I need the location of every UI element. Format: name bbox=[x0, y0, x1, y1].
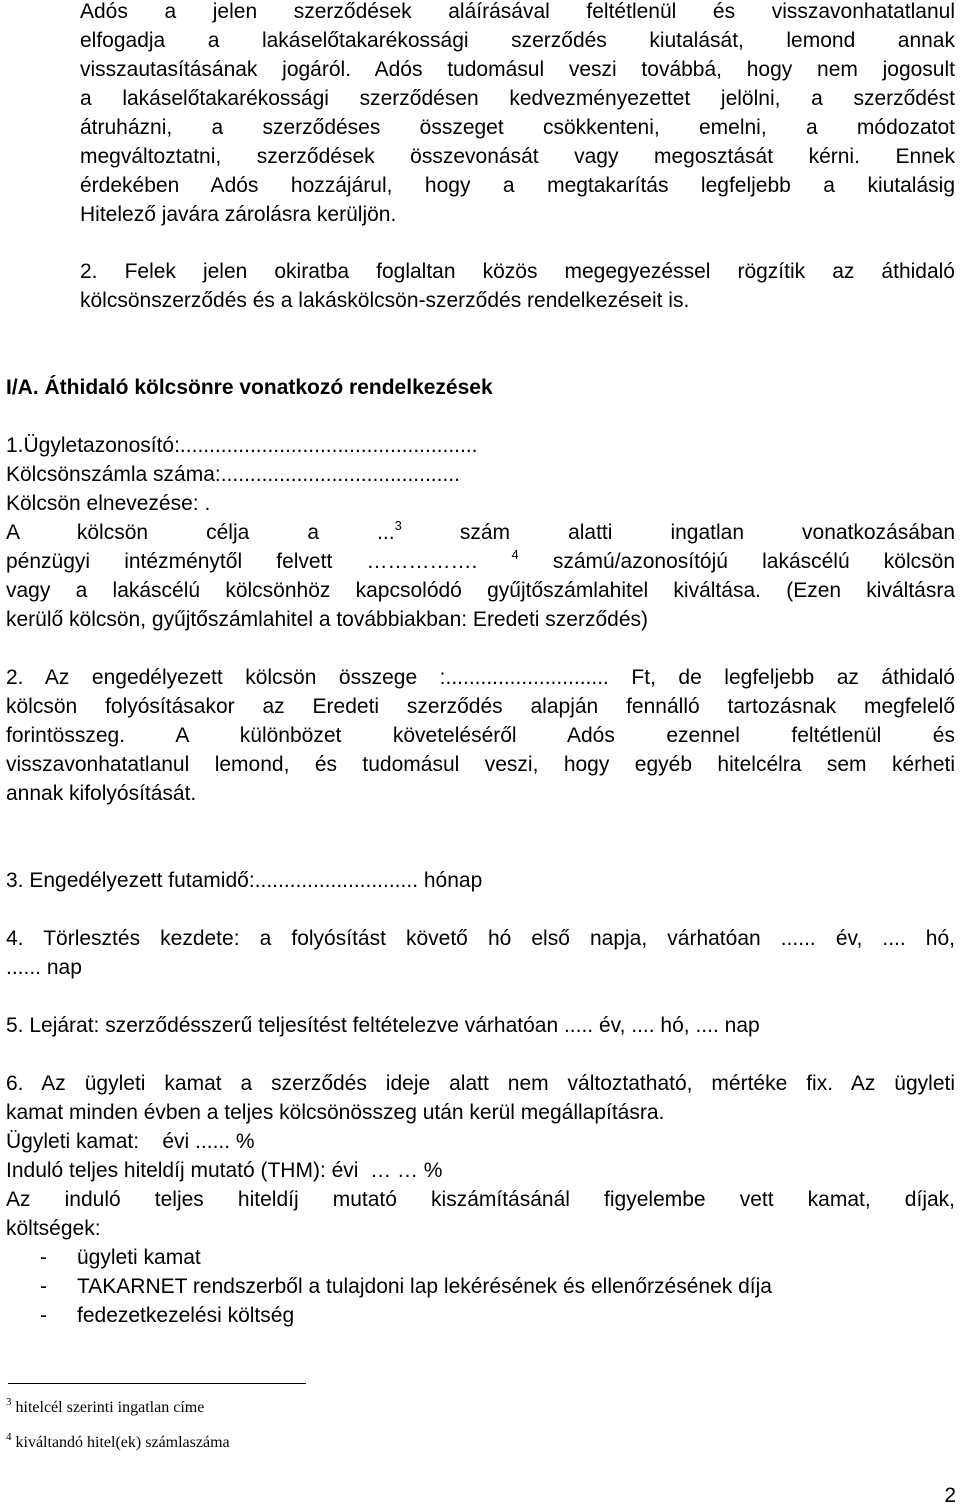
text-span: A kölcsön célja a bbox=[6, 521, 320, 544]
cost-list-item bbox=[6, 1243, 955, 1272]
cost-list-item-label: fedezetkezelési költség bbox=[77, 1304, 295, 1327]
interest-rate-line: Ügyleti kamat: évi ...... % bbox=[6, 1130, 255, 1153]
section-2 bbox=[6, 663, 955, 808]
section-1 bbox=[6, 431, 955, 634]
footnote-separator bbox=[8, 1383, 306, 1384]
text-line: kölcsönszerződés és a lakáskölcsön-szerződés rendelkezéseit is. bbox=[80, 289, 690, 312]
text-span: pénzügyi intézménytől felvett bbox=[6, 550, 333, 573]
text-line: visszavonhatatlanul lemond, és tudomásul veszi, hogy egyéb hitelcélra sem kérheti bbox=[6, 753, 955, 776]
footnote bbox=[6, 1433, 230, 1453]
point-2-paragraph bbox=[80, 257, 955, 315]
footnote bbox=[6, 1398, 204, 1418]
section-heading: I/A. Áthidaló kölcsönre vonatkozó rendelkezések bbox=[6, 376, 493, 399]
text-line: kamat minden évben a teljes kölcsönösszeg után kerül megállapításra. bbox=[6, 1101, 665, 1124]
footnote-number: 3 bbox=[6, 1396, 12, 1408]
loan-purpose-line: kerülő kölcsön, gyűjtőszámlahitel a továbbiakban: Eredeti szerződés) bbox=[6, 608, 649, 631]
text-line: forintösszeg. A különbözet követeléséről Adós ezennel feltétlenül és bbox=[6, 724, 955, 747]
cost-list-item-label: TAKARNET rendszerből a tulajdoni lap lekérésének és ellenőrzésének díja bbox=[77, 1275, 772, 1298]
footnote-ref: 3 bbox=[394, 518, 402, 533]
text-line: költségek: bbox=[6, 1217, 101, 1240]
intro-paragraph bbox=[80, 0, 955, 229]
text-line: megváltoztatni, szerződések összevonását vagy megosztását kérni. Ennek bbox=[80, 145, 955, 168]
bullet-dash: - bbox=[40, 1275, 47, 1298]
loan-purpose-line bbox=[6, 518, 955, 547]
text-line: Hitelező javára zárolásra kerüljön. bbox=[80, 203, 397, 226]
text-line: 6. Az ügyleti kamat a szerződés ideje alatt nem változtatható, mértéke fix. Az ügyleti bbox=[6, 1072, 955, 1095]
text-span: ... bbox=[377, 521, 395, 544]
text-span: ……………. bbox=[366, 550, 512, 573]
text-line: Adós a jelen szerződések aláírásával feltétlenül és visszavonhatatlanul bbox=[80, 0, 955, 23]
section-6 bbox=[6, 1069, 955, 1330]
transaction-id-line: 1.Ügyletazonosító:................................................... bbox=[6, 434, 478, 457]
text-line: Az induló teljes hiteldíj mutató kiszámításánál figyelembe vett kamat, díjak, bbox=[6, 1188, 955, 1211]
text-span: számú/azonosítójú lakáscélú kölcsön bbox=[552, 550, 955, 573]
cost-list-item bbox=[6, 1272, 955, 1301]
page-number: 2 bbox=[944, 1484, 956, 1507]
bullet-dash: - bbox=[40, 1304, 47, 1327]
loan-name-line: Kölcsön elnevezése: . bbox=[6, 492, 211, 515]
section-4 bbox=[6, 924, 955, 982]
text-line: a lakáselőtakarékossági szerződésen kedvezményezettet jelölni, a szerződést bbox=[80, 87, 955, 110]
loan-purpose-line: vagy a lakáscélú kölcsönhöz kapcsolódó gyűjtőszámlahitel kiváltása. (Ezen kiváltásra bbox=[6, 579, 955, 602]
text-line: ...... nap bbox=[6, 956, 82, 979]
section-5: 5. Lejárat: szerződésszerű teljesítést feltételezve várhatóan ..... év, .... hó, .... nap bbox=[6, 1014, 760, 1037]
footnote-ref: 4 bbox=[511, 547, 519, 562]
text-line: visszautasításának jogáról. Adós tudomásul veszi továbbá, hogy nem jogosult bbox=[80, 58, 955, 81]
text-line: elfogadja a lakáselőtakarékossági szerződés kiutalását, lemond annak bbox=[80, 29, 955, 52]
text-line: annak kifolyósítását. bbox=[6, 782, 197, 805]
loan-account-line: Kölcsönszámla száma:......................................... bbox=[6, 463, 460, 486]
text-line: 2. Felek jelen okiratba foglaltan közös megegyezéssel rögzítik az áthidaló bbox=[80, 260, 955, 283]
section-3: 3. Engedélyezett futamidő:............................ hónap bbox=[6, 869, 483, 892]
cost-list-item bbox=[6, 1301, 955, 1330]
text-line: 4. Törlesztés kezdete: a folyósítást követő hó első napja, várhatóan ...... év, .... hó, bbox=[6, 927, 955, 950]
text-span: szám alatti ingatlan vonatkozásában bbox=[459, 521, 955, 544]
footnote-number: 4 bbox=[6, 1431, 12, 1443]
footnote-text: kiváltandó hitel(ek) számlaszáma bbox=[15, 1434, 230, 1451]
text-line: kölcsön folyósításakor az Eredeti szerződés alapján fennálló tartozásnak megfelelő bbox=[6, 695, 955, 718]
cost-list-item-label: ügyleti kamat bbox=[77, 1246, 201, 1269]
text-line: átruházni, a szerződéses összeget csökkenteni, emelni, a módozatot bbox=[80, 116, 955, 139]
footnote-text: hitelcél szerinti ingatlan címe bbox=[15, 1399, 205, 1416]
loan-purpose-line bbox=[6, 547, 955, 576]
text-line: érdekében Adós hozzájárul, hogy a megtakarítás legfeljebb a kiutalásig bbox=[80, 174, 955, 197]
thm-line: Induló teljes hiteldíj mutató (THM): évi … … % bbox=[6, 1159, 443, 1182]
bullet-dash: - bbox=[40, 1246, 47, 1269]
text-line: 2. Az engedélyezett kölcsön összege :............................ Ft, de legfeljebb az áthidaló bbox=[6, 666, 955, 689]
